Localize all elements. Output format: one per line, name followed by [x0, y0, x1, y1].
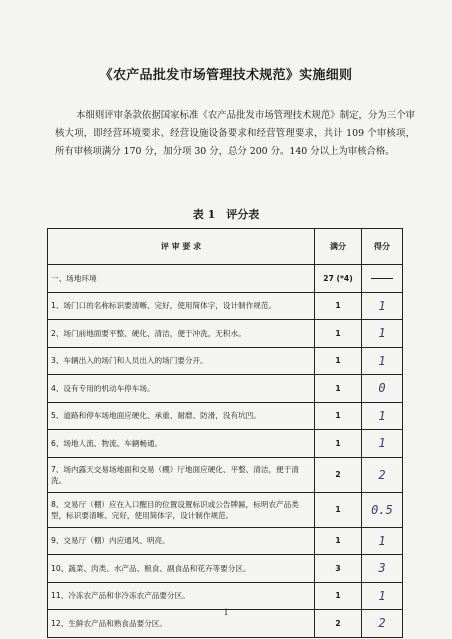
requirement-text: 9、交易厅（棚）内应通风、明亮。 [48, 527, 315, 555]
score-got: 1 [362, 430, 403, 458]
score-got: 2 [362, 457, 403, 492]
table-row [48, 402, 403, 430]
full-score: 1 [315, 582, 362, 610]
requirement-text: 11、冷冻农产品和非冷冻农产品要分区。 [48, 582, 315, 610]
requirement-text: 3、车辆出入的场门和人员出入的场门要分开。 [48, 347, 315, 375]
score-got: 3 [362, 555, 403, 583]
score-got: 1 [362, 347, 403, 375]
document-title: 《农产品批发市场管理技术规范》实施细则 [99, 68, 353, 83]
full-score: 1 [315, 292, 362, 320]
full-score: 1 [315, 320, 362, 348]
page-number: 1 [223, 608, 229, 617]
full-score: 2 [315, 610, 362, 638]
table-row [48, 527, 403, 555]
full-score: 1 [315, 402, 362, 430]
table-title: 表 1 评分表 [192, 208, 260, 221]
table-row [48, 555, 403, 583]
score-got: 1 [362, 527, 403, 555]
full-score: 1 [315, 430, 362, 458]
full-score: 1 [315, 347, 362, 375]
full-score: 1 [315, 527, 362, 555]
full-score: 2 [315, 457, 362, 492]
score-got: 0 [362, 375, 403, 403]
section-full-score: 27 (*4) [315, 265, 362, 293]
full-score: 1 [315, 375, 362, 403]
header-item: 评 审 要 求 [48, 229, 315, 265]
table-row [48, 292, 403, 320]
dash-mark [371, 278, 393, 279]
requirement-text: 8、交易厅（棚）应在入口醒目的位置设置标识或公告牌匾，标明农产品类型，标识要清晰、完好，使用简体字，设计制作规范。 [48, 492, 315, 527]
requirement-text: 4、设有专用的机动车停车场。 [48, 375, 315, 403]
table-header-row [48, 229, 403, 265]
table-row [48, 430, 403, 458]
requirement-text: 1、场门口的名称标识要清晰、完好，使用简体字，设计制作规范。 [48, 292, 315, 320]
requirement-text: 5、道路和停车场地面应硬化、承重、耐磨、防滑，没有坑凹。 [48, 402, 315, 430]
score-got: 1 [362, 320, 403, 348]
section-label: 一、场地环境 [48, 265, 315, 293]
table-row [48, 582, 403, 610]
requirement-text: 7、场内露天交易场地面和交易（棚）厅地面应硬化、平整、清洁，便于清洗。 [48, 457, 315, 492]
score-got: 1 [362, 582, 403, 610]
score-table [47, 228, 403, 638]
full-score: 3 [315, 555, 362, 583]
table-row [48, 492, 403, 527]
table-row [48, 347, 403, 375]
header-full-score: 满分 [315, 229, 362, 265]
score-got: 2 [362, 610, 403, 638]
requirement-text: 2、场门前地面要平整、硬化、清洁，便于冲洗，无积水。 [48, 320, 315, 348]
score-got: 1 [362, 402, 403, 430]
requirement-text: 12、生鲜农产品和熟食品要分区。 [48, 610, 315, 638]
intro-paragraph: 本细则评审条款依据国家标准《农产品批发市场管理技术规范》制定，分为三个审核大项，即经营环境要求、经营设施设备要求和经营管理要求，共计 109 个审核项，所有审核项满分 170 分，加分项 30 分，总分 200 分。140 分以上为审核合格。 [55, 110, 415, 157]
requirement-text: 6、场地人流、物流、车辆畅通。 [48, 430, 315, 458]
score-got: 0.5 [362, 492, 403, 527]
header-score-got: 得分 [362, 229, 403, 265]
section-score-dash [362, 265, 403, 293]
full-score: 1 [315, 492, 362, 527]
table-row [48, 457, 403, 492]
section-row [48, 265, 403, 293]
table-row [48, 375, 403, 403]
requirement-text: 10、蔬菜、肉类、水产品、粮食、副食品和花卉等要分区。 [48, 555, 315, 583]
score-got: 1 [362, 292, 403, 320]
table-row [48, 320, 403, 348]
